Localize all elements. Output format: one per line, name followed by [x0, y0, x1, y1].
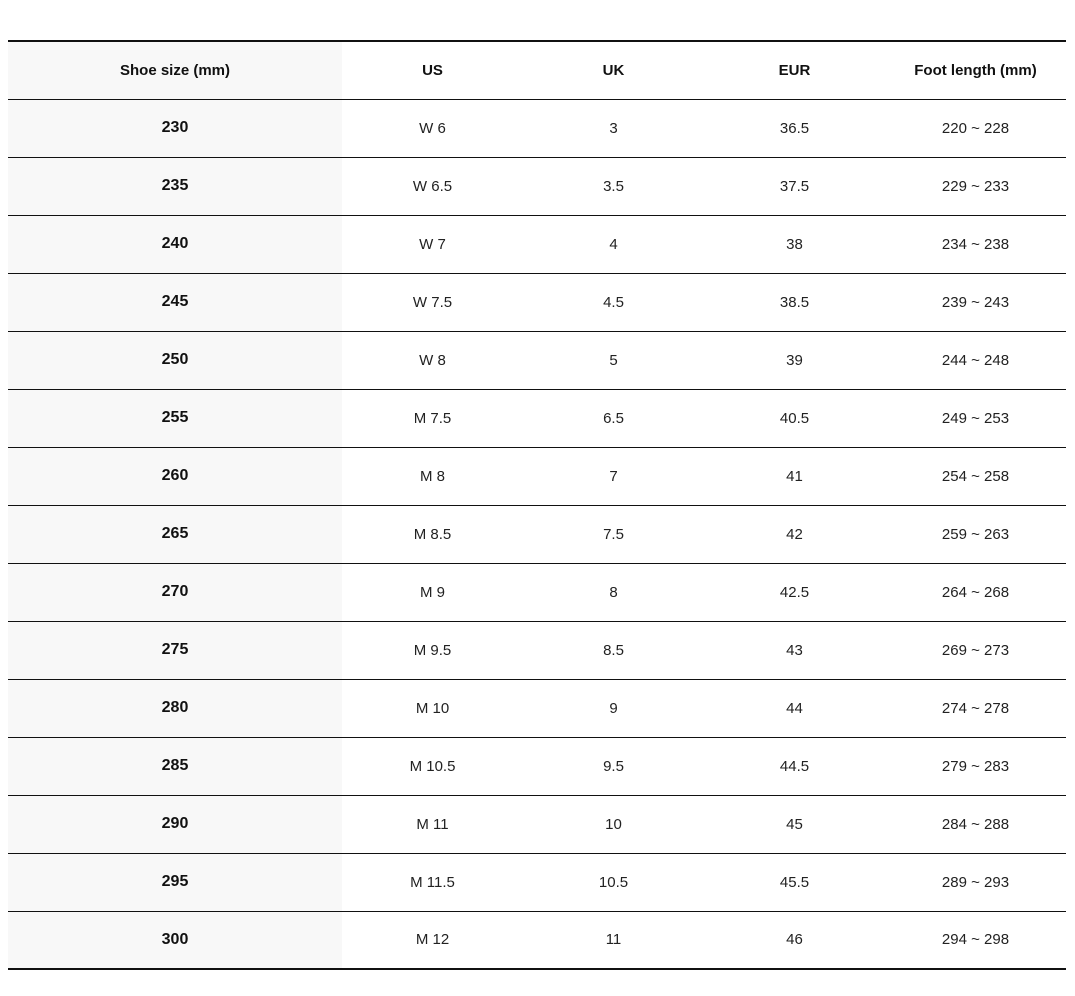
cell-foot-length: 294 ~ 298 — [941, 931, 1010, 949]
table-row — [8, 911, 1066, 969]
table-row — [8, 737, 1066, 795]
cell-shoe-size: 290 — [8, 795, 342, 853]
cell-shoe-size: 240 — [8, 215, 342, 273]
cell-uk: 7.5 — [603, 525, 624, 543]
table-row — [8, 621, 1066, 679]
cell-uk: 5 — [609, 351, 618, 369]
cell-us: M 7.5 — [413, 409, 452, 427]
size-table — [8, 40, 1066, 970]
cell-shoe-size: 260 — [8, 447, 342, 505]
cell-us: W 7.5 — [412, 293, 453, 311]
header-foot-length: Foot length (mm) — [914, 61, 1037, 79]
cell-us: M 9.5 — [413, 641, 452, 659]
table-row — [8, 99, 1066, 157]
cell-foot-length: 220 ~ 228 — [941, 119, 1010, 137]
table-row — [8, 215, 1066, 273]
cell-us: W 6 — [419, 119, 446, 137]
cell-uk: 3 — [609, 119, 618, 137]
cell-shoe-size: 245 — [8, 273, 342, 331]
cell-eur: 46 — [786, 931, 803, 949]
table-body — [8, 99, 1066, 969]
cell-us: M 9 — [419, 583, 445, 601]
table-row — [8, 795, 1066, 853]
cell-foot-length: 264 ~ 268 — [941, 583, 1010, 601]
cell-eur: 42.5 — [779, 583, 810, 601]
cell-shoe-size: 275 — [8, 621, 342, 679]
cell-eur: 40.5 — [779, 409, 810, 427]
table-row — [8, 157, 1066, 215]
cell-eur: 38.5 — [779, 293, 810, 311]
cell-us: W 7 — [419, 235, 446, 253]
cell-uk: 7 — [609, 467, 618, 485]
cell-foot-length: 259 ~ 263 — [941, 525, 1010, 543]
cell-us: M 8 — [419, 467, 445, 485]
cell-uk: 10.5 — [598, 873, 629, 891]
cell-foot-length: 229 ~ 233 — [941, 177, 1010, 195]
header-uk: UK — [602, 61, 625, 79]
cell-foot-length: 289 ~ 293 — [941, 873, 1010, 891]
table-row — [8, 853, 1066, 911]
cell-foot-length: 284 ~ 288 — [941, 815, 1010, 833]
cell-eur: 42 — [786, 525, 803, 543]
cell-us: W 6.5 — [412, 177, 453, 195]
cell-uk: 8 — [609, 583, 618, 601]
cell-shoe-size: 250 — [8, 331, 342, 389]
cell-shoe-size: 295 — [8, 853, 342, 911]
cell-shoe-size: 285 — [8, 737, 342, 795]
cell-us: W 8 — [419, 351, 446, 369]
cell-us: M 10.5 — [409, 757, 456, 775]
cell-foot-length: 234 ~ 238 — [941, 235, 1010, 253]
cell-us: M 10 — [415, 699, 450, 717]
cell-foot-length: 274 ~ 278 — [941, 699, 1010, 717]
cell-eur: 45.5 — [779, 873, 810, 891]
cell-foot-length: 254 ~ 258 — [941, 467, 1010, 485]
cell-foot-length: 249 ~ 253 — [941, 409, 1010, 427]
cell-eur: 38 — [786, 235, 803, 253]
cell-foot-length: 279 ~ 283 — [941, 757, 1010, 775]
table-row — [8, 389, 1066, 447]
cell-uk: 6.5 — [603, 409, 624, 427]
table-row — [8, 331, 1066, 389]
table-row — [8, 505, 1066, 563]
header-us: US — [422, 61, 443, 79]
cell-uk: 9.5 — [603, 757, 624, 775]
cell-shoe-size: 255 — [8, 389, 342, 447]
cell-eur: 43 — [786, 641, 803, 659]
cell-uk: 4.5 — [603, 293, 624, 311]
cell-uk: 4 — [609, 235, 618, 253]
cell-uk: 10 — [605, 815, 622, 833]
table-row — [8, 679, 1066, 737]
cell-eur: 45 — [786, 815, 803, 833]
cell-uk: 11 — [605, 931, 622, 949]
header-shoe-size: Shoe size (mm) — [8, 41, 342, 99]
table-row — [8, 447, 1066, 505]
cell-foot-length: 269 ~ 273 — [941, 641, 1010, 659]
cell-eur: 44.5 — [779, 757, 810, 775]
cell-uk: 9 — [609, 699, 618, 717]
cell-us: M 11 — [416, 815, 449, 833]
cell-foot-length: 244 ~ 248 — [941, 351, 1010, 369]
cell-shoe-size: 265 — [8, 505, 342, 563]
size-chart — [8, 40, 1066, 970]
cell-us: M 8.5 — [413, 525, 452, 543]
cell-shoe-size: 280 — [8, 679, 342, 737]
cell-shoe-size: 270 — [8, 563, 342, 621]
cell-us: M 11.5 — [410, 873, 455, 891]
cell-eur: 44 — [786, 699, 803, 717]
table-row — [8, 273, 1066, 331]
cell-shoe-size: 235 — [8, 157, 342, 215]
table-row — [8, 563, 1066, 621]
cell-eur: 37.5 — [779, 177, 810, 195]
cell-uk: 8.5 — [603, 641, 624, 659]
cell-eur: 36.5 — [779, 119, 810, 137]
cell-shoe-size: 230 — [8, 99, 342, 157]
cell-us: M 12 — [415, 931, 450, 949]
cell-eur: 39 — [786, 351, 803, 369]
cell-eur: 41 — [786, 467, 803, 485]
cell-foot-length: 239 ~ 243 — [941, 293, 1010, 311]
header-eur: EUR — [778, 61, 811, 79]
cell-uk: 3.5 — [603, 177, 624, 195]
table-header-row — [8, 41, 1066, 99]
cell-shoe-size: 300 — [8, 911, 342, 969]
